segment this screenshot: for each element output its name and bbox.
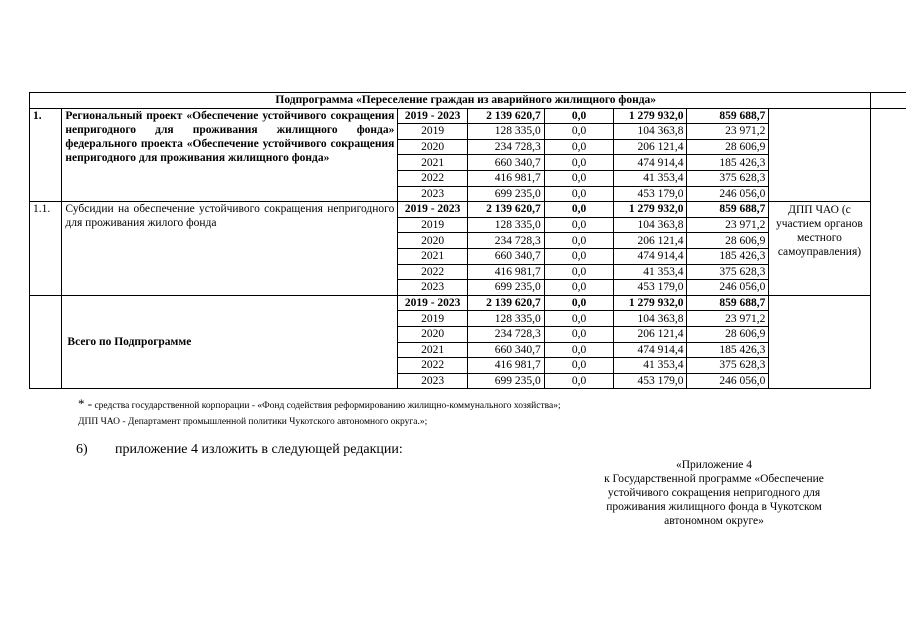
district-cell: 375 628,3 bbox=[687, 358, 769, 374]
subprogram-table bbox=[29, 92, 906, 389]
year-cell: 2023 bbox=[398, 373, 468, 389]
footnote-1-text: средства государственной корпорации - «Фонд содействия реформированию жилищно-коммунального хозяйства»; bbox=[94, 401, 561, 411]
federal-cell: 0,0 bbox=[544, 295, 614, 311]
total-cell: 234 728,3 bbox=[467, 233, 544, 249]
total-cell: 699 235,0 bbox=[467, 280, 544, 296]
table-row bbox=[30, 202, 906, 218]
total-cell: 128 335,0 bbox=[467, 124, 544, 140]
table-row bbox=[30, 108, 906, 124]
fund-cell: 41 353,4 bbox=[614, 170, 687, 186]
federal-cell: 0,0 bbox=[544, 186, 614, 202]
federal-cell: 0,0 bbox=[544, 264, 614, 280]
federal-cell: 0,0 bbox=[544, 358, 614, 374]
total-cell: 699 235,0 bbox=[467, 373, 544, 389]
total-cell: 699 235,0 bbox=[467, 186, 544, 202]
subprogram-title-row bbox=[30, 93, 906, 109]
fund-cell: 474 914,4 bbox=[614, 248, 687, 264]
district-cell: 185 426,3 bbox=[687, 155, 769, 171]
fund-cell: 41 353,4 bbox=[614, 264, 687, 280]
subprogram-title-right-spacer bbox=[870, 93, 906, 109]
item-6-text: приложение 4 изложить в следующей редакции: bbox=[115, 442, 403, 457]
fund-cell: 1 279 932,0 bbox=[614, 202, 687, 218]
total-cell: 128 335,0 bbox=[467, 311, 544, 327]
year-cell: 2021 bbox=[398, 155, 468, 171]
year-cell: 2022 bbox=[398, 264, 468, 280]
year-cell: 2021 bbox=[398, 248, 468, 264]
fund-cell: 453 179,0 bbox=[614, 186, 687, 202]
year-cell: 2020 bbox=[398, 233, 468, 249]
district-cell: 23 971,2 bbox=[687, 217, 769, 233]
year-cell: 2022 bbox=[398, 170, 468, 186]
year-cell: 2019 bbox=[398, 311, 468, 327]
fund-cell: 1 279 932,0 bbox=[614, 295, 687, 311]
fund-cell: 104 363,8 bbox=[614, 124, 687, 140]
fund-cell: 104 363,8 bbox=[614, 217, 687, 233]
district-cell: 375 628,3 bbox=[687, 264, 769, 280]
fund-cell: 206 121,4 bbox=[614, 139, 687, 155]
subprogram-title-left-spacer bbox=[30, 93, 62, 109]
table-row bbox=[30, 295, 906, 311]
total-cell: 416 981,7 bbox=[467, 358, 544, 374]
executor-cell bbox=[769, 108, 870, 202]
year-cell: 2019 - 2023 bbox=[398, 202, 468, 218]
district-cell: 185 426,3 bbox=[687, 342, 769, 358]
district-cell: 859 688,7 bbox=[687, 202, 769, 218]
fund-cell: 206 121,4 bbox=[614, 326, 687, 342]
fund-cell: 453 179,0 bbox=[614, 373, 687, 389]
district-cell: 28 606,9 bbox=[687, 139, 769, 155]
federal-cell: 0,0 bbox=[544, 311, 614, 327]
district-cell: 859 688,7 bbox=[687, 295, 769, 311]
fund-cell: 206 121,4 bbox=[614, 233, 687, 249]
row-number: 1.1. bbox=[30, 202, 62, 296]
federal-cell: 0,0 bbox=[544, 124, 614, 140]
federal-cell: 0,0 bbox=[544, 373, 614, 389]
year-cell: 2022 bbox=[398, 358, 468, 374]
total-cell: 660 340,7 bbox=[467, 155, 544, 171]
item-6-number: 6) bbox=[76, 442, 88, 457]
federal-cell: 0,0 bbox=[544, 170, 614, 186]
total-cell: 2 139 620,7 bbox=[467, 295, 544, 311]
footnote-1 bbox=[78, 396, 561, 412]
subprogram-title: Подпрограмма «Переселение граждан из аварийного жилищного фонда» bbox=[62, 93, 870, 109]
district-cell: 375 628,3 bbox=[687, 170, 769, 186]
fund-cell: 474 914,4 bbox=[614, 342, 687, 358]
federal-cell: 0,0 bbox=[544, 326, 614, 342]
fund-cell: 104 363,8 bbox=[614, 311, 687, 327]
row-number: 1. bbox=[30, 108, 62, 202]
total-cell: 2 139 620,7 bbox=[467, 108, 544, 124]
total-cell: 2 139 620,7 bbox=[467, 202, 544, 218]
row-number bbox=[30, 295, 62, 389]
district-cell: 23 971,2 bbox=[687, 124, 769, 140]
year-cell: 2020 bbox=[398, 139, 468, 155]
federal-cell: 0,0 bbox=[544, 248, 614, 264]
appendix-subtitle: к Государственной программе «Обеспечение устойчивого сокращения непригодного для проживания жилищного фонда в Чукотском автономном округе» bbox=[604, 473, 824, 527]
fund-cell: 453 179,0 bbox=[614, 280, 687, 296]
federal-cell: 0,0 bbox=[544, 155, 614, 171]
executor-cell bbox=[769, 295, 870, 389]
federal-cell: 0,0 bbox=[544, 108, 614, 124]
district-cell: 246 056,0 bbox=[687, 373, 769, 389]
year-cell: 2023 bbox=[398, 186, 468, 202]
year-cell: 2019 - 2023 bbox=[398, 295, 468, 311]
total-cell: 416 981,7 bbox=[467, 264, 544, 280]
year-cell: 2023 bbox=[398, 280, 468, 296]
measure-name: Субсидии на обеспечение устойчивого сокращения непригодного для проживания жилого фонда bbox=[62, 202, 398, 296]
executor-cell: ДПП ЧАО (с участием органов местного самоуправления) bbox=[769, 202, 870, 296]
district-cell: 246 056,0 bbox=[687, 186, 769, 202]
federal-cell: 0,0 bbox=[544, 202, 614, 218]
total-cell: 128 335,0 bbox=[467, 217, 544, 233]
district-cell: 185 426,3 bbox=[687, 248, 769, 264]
fund-cell: 474 914,4 bbox=[614, 155, 687, 171]
measure-name: Всего по Подпрограмме bbox=[62, 295, 398, 389]
measure-name: Региональный проект «Обеспечение устойчивого сокращения непригодного для проживания жилищного фонда» федерального проекта «Обеспечение устойчивого сокращения непригодного для проживания жилищного фонда» bbox=[62, 108, 398, 202]
total-cell: 416 981,7 bbox=[467, 170, 544, 186]
district-cell: 28 606,9 bbox=[687, 326, 769, 342]
federal-cell: 0,0 bbox=[544, 280, 614, 296]
federal-cell: 0,0 bbox=[544, 139, 614, 155]
year-cell: 2020 bbox=[398, 326, 468, 342]
year-cell: 2019 bbox=[398, 217, 468, 233]
year-cell: 2019 - 2023 bbox=[398, 108, 468, 124]
fund-cell: 41 353,4 bbox=[614, 358, 687, 374]
federal-cell: 0,0 bbox=[544, 342, 614, 358]
district-cell: 28 606,9 bbox=[687, 233, 769, 249]
total-cell: 234 728,3 bbox=[467, 139, 544, 155]
district-cell: 246 056,0 bbox=[687, 280, 769, 296]
appendix-title: «Приложение 4 bbox=[675, 459, 753, 471]
total-cell: 234 728,3 bbox=[467, 326, 544, 342]
district-cell: 859 688,7 bbox=[687, 108, 769, 124]
footnote-star: * - bbox=[78, 396, 93, 411]
total-cell: 660 340,7 bbox=[467, 342, 544, 358]
federal-cell: 0,0 bbox=[544, 233, 614, 249]
item-6 bbox=[76, 442, 403, 458]
district-cell: 23 971,2 bbox=[687, 311, 769, 327]
appendix-header bbox=[578, 458, 850, 528]
fund-cell: 1 279 932,0 bbox=[614, 108, 687, 124]
year-cell: 2021 bbox=[398, 342, 468, 358]
federal-cell: 0,0 bbox=[544, 217, 614, 233]
footnote-2: ДПП ЧАО - Департамент промышленной политики Чукотского автономного округа.»; bbox=[78, 417, 428, 427]
total-cell: 660 340,7 bbox=[467, 248, 544, 264]
year-cell: 2019 bbox=[398, 124, 468, 140]
